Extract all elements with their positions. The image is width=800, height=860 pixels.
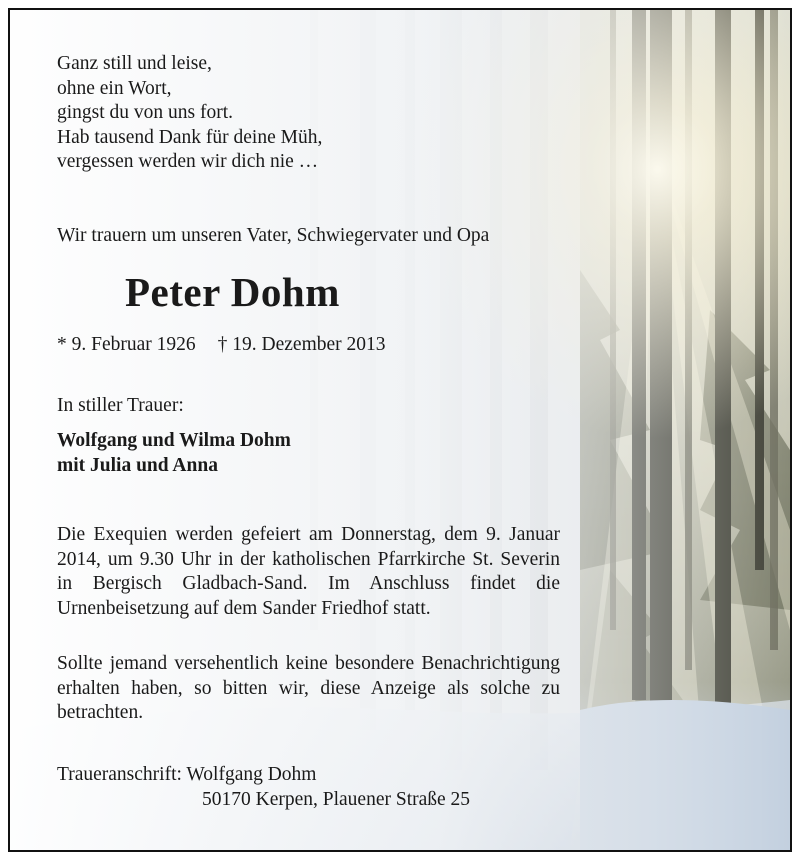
mourning-label: In stiller Trauer: bbox=[57, 395, 184, 416]
poem-line: Hab tausend Dank für deine Müh, bbox=[57, 126, 323, 148]
birth-date: * 9. Februar 1926 bbox=[57, 334, 196, 355]
funeral-details: Die Exequien werden gefeiert am Donnerstag, dem 9. Januar 2014, um 9.30 Uhr in der katholischen Pfarrkirche St. Severin in Bergisch Gladbach-Sand. Im Anschluss findet die Urnenbeisetzung auf dem Sander Friedhof statt. bbox=[57, 524, 560, 619]
notification-notice: Sollte jemand versehentlich keine besondere Benachrichtigung erhalten haben, so bitten wir, diese Anzeige als solche zu betrachten. bbox=[57, 653, 560, 724]
mourning-line: Wir trauern um unseren Vater, Schwiegervater und Opa bbox=[57, 225, 490, 246]
poem-line: ohne ein Wort, bbox=[57, 77, 172, 99]
family-line: mit Julia und Anna bbox=[57, 454, 218, 476]
mourning-address bbox=[57, 763, 470, 812]
family-line: Wolfgang und Wilma Dohm bbox=[57, 430, 291, 451]
obituary-notice bbox=[8, 8, 792, 852]
poem-line: gingst du von uns fort. bbox=[57, 102, 234, 124]
deceased-name: Peter Dohm bbox=[125, 269, 340, 315]
death-date: † 19. Dezember 2013 bbox=[217, 334, 386, 355]
family-names bbox=[57, 429, 291, 478]
poem-line: vergessen werden wir dich nie … bbox=[57, 151, 319, 173]
address-label: Traueranschrift: Wolfgang Dohm bbox=[57, 764, 317, 785]
poem-line: Ganz still und leise, bbox=[57, 53, 212, 74]
poem bbox=[57, 52, 322, 175]
life-dates bbox=[57, 333, 386, 358]
address-line: 50170 Kerpen, Plauener Straße 25 bbox=[202, 788, 471, 810]
